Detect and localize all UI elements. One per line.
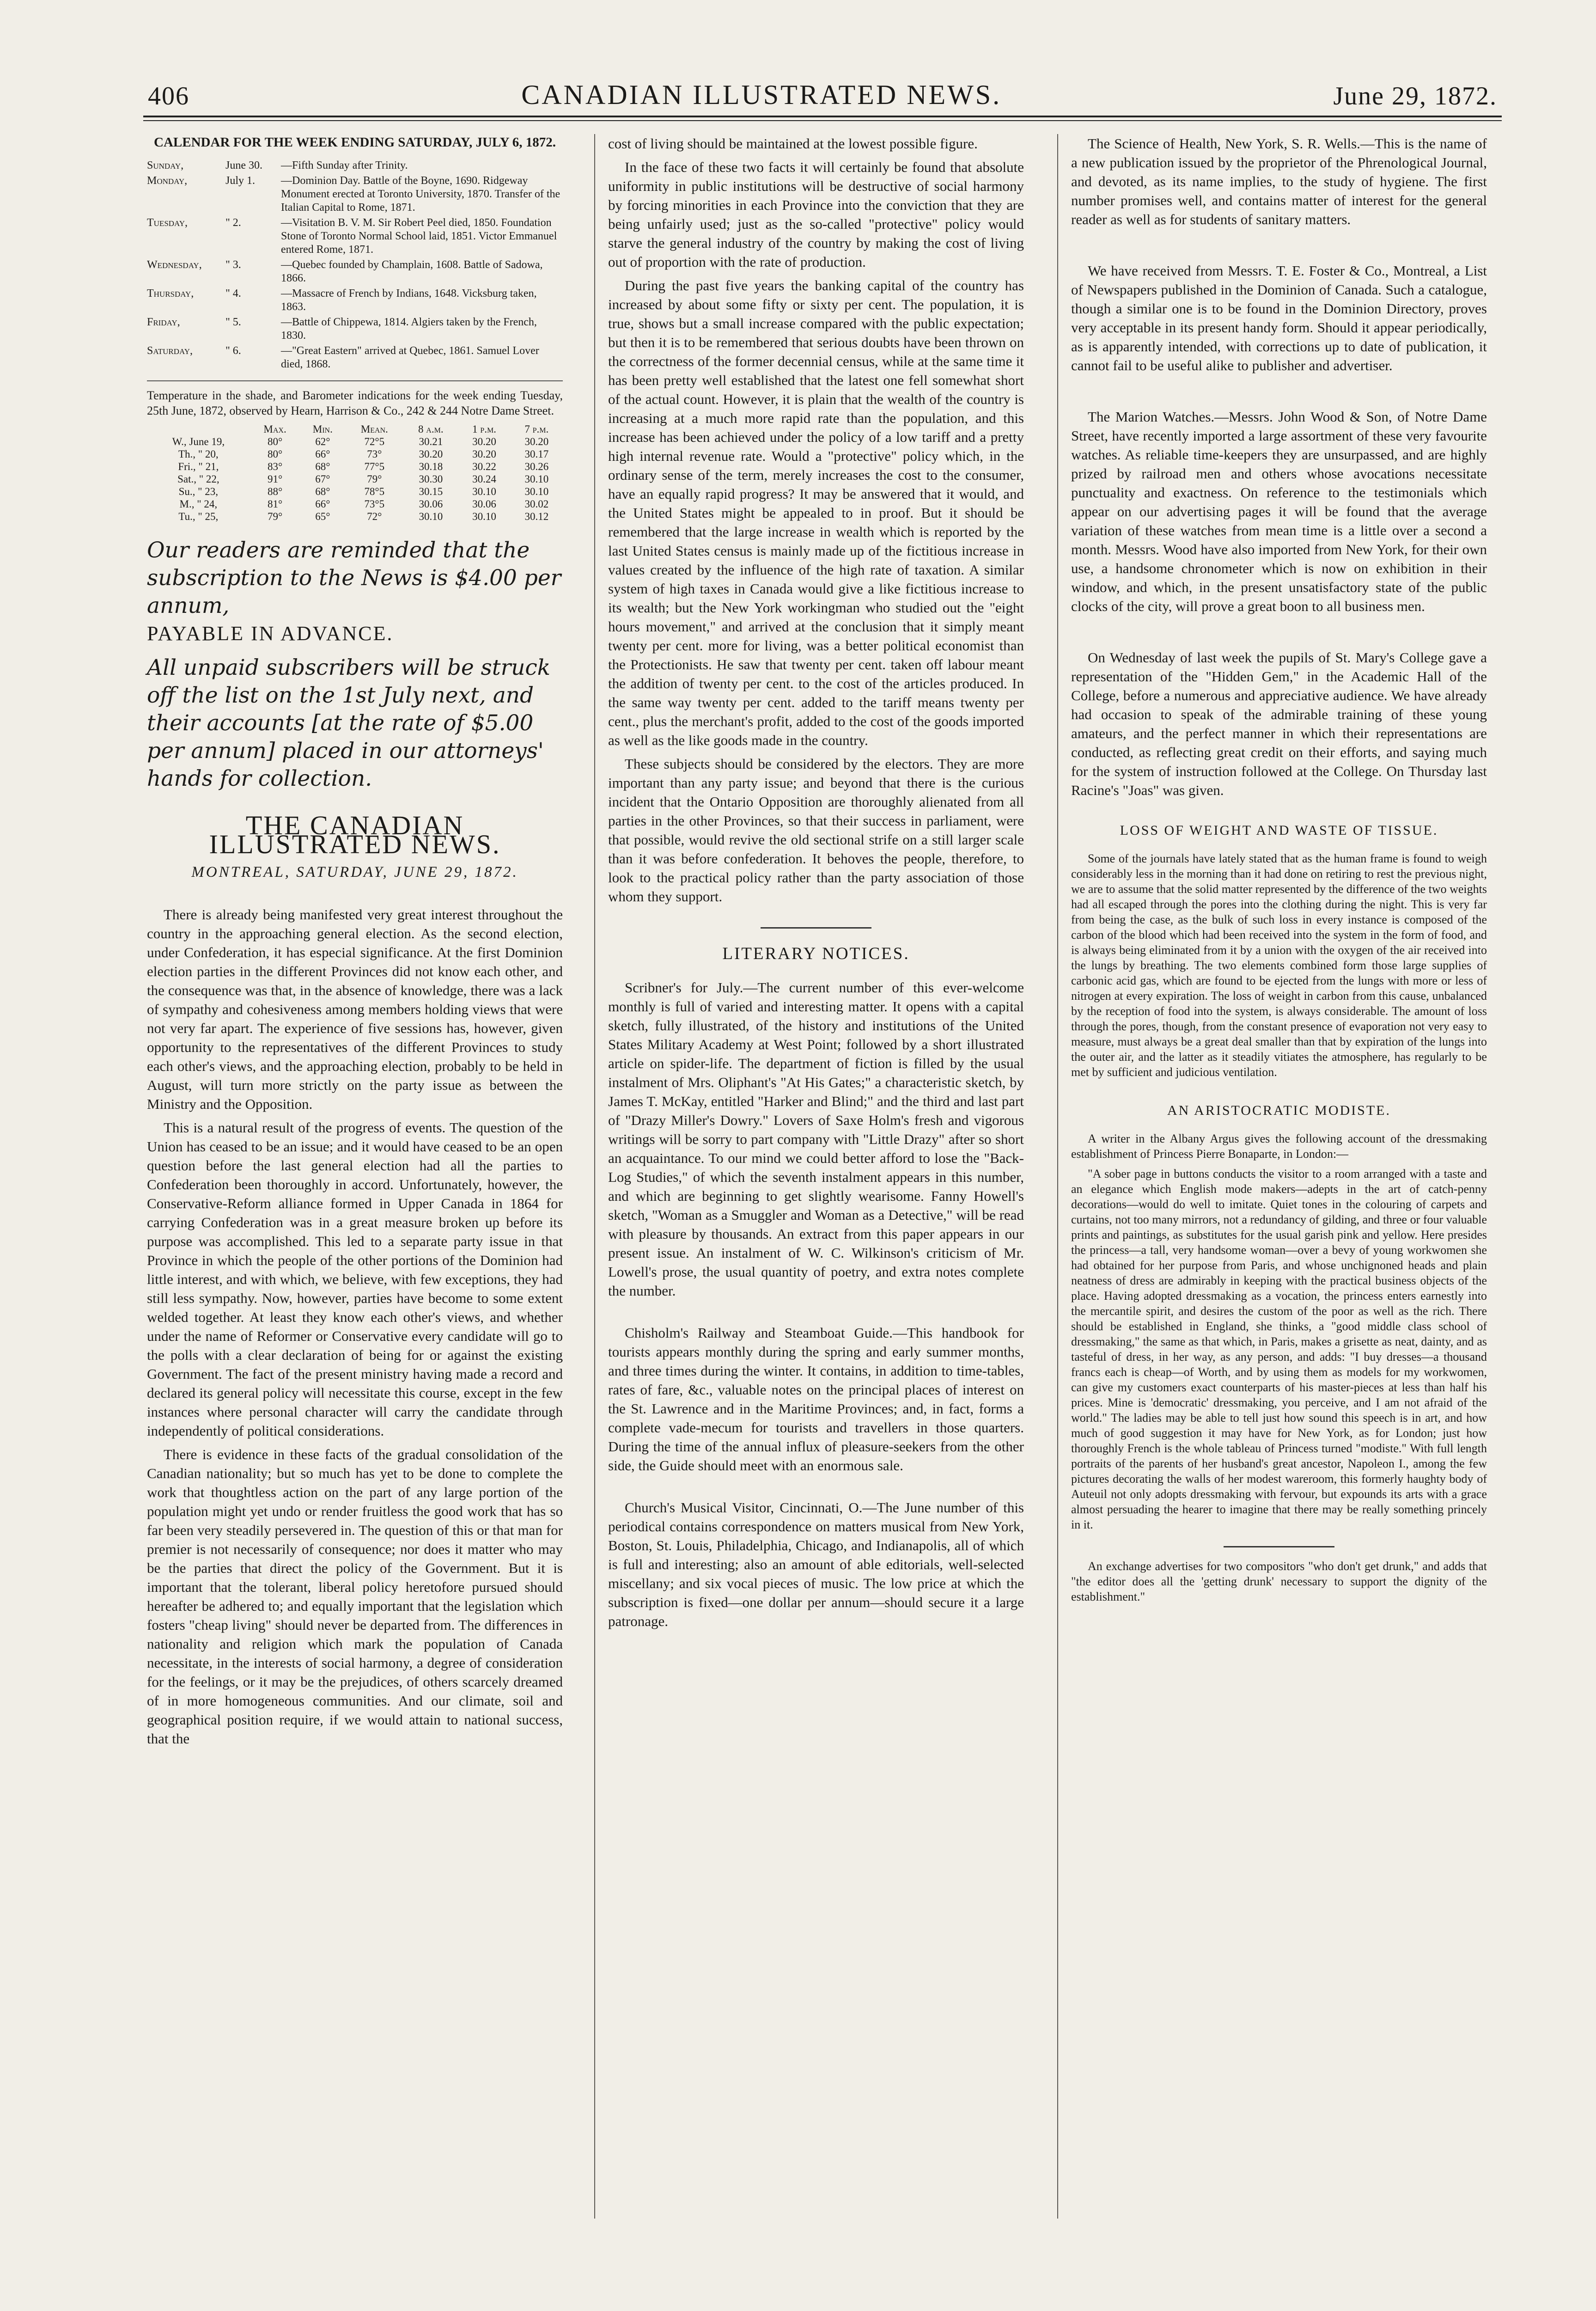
modiste-intro: A writer in the Albany Argus gives the following account of the dressmaking establishment of Princess Pierre Bonaparte, in London:— bbox=[1071, 1132, 1487, 1161]
table-row: Tu., " 25, 79° 65° 72° 30.10 30.10 30.12 bbox=[178, 511, 549, 522]
page-header bbox=[148, 69, 1497, 111]
literary-notice: Scribner's for July.—The current number of this ever-welcome monthly is full of varied and interesting matter. It opens with a capital sketch, fully illustrated, of the history and institutions of the United States Military Academy at West Point; followed by a short illustrated article on spider-life. The department of fiction is filled by the usual instalment of Mrs. Oliphant's "At His Gates;" a characteristic sketch, by James T. McKay, entitled "Harker and Blind;" and the third and last part of "Drazy Miller's Dowry." Lovers of Saxe Holm's fresh and vigorous writings will be sorry to part company with "Little Drazy" after so short an acquaintance. To our mind we could better afford to lose the "Back-Log Studies," of which the seventh instalment appears in this number, and which are beginning to get slightly wearisome. Fanny Howell's sketch, "Woman as a Smuggler and Woman as a Detective," will be read with pleasure by thousands. An extract from this paper appears in our present issue. An instalment of W. C. Wilkinson's criticism of Mr. Lowell's prose, the usual quantity of poetry, and extra notes complete the number. bbox=[608, 979, 1024, 1299]
section-rule bbox=[1224, 1546, 1334, 1547]
temperature-caption: Temperature in the shade, and Barometer indications for the week ending Tuesday, 25th June, 1872, observed by Hearn, Harrison & Co., 242 & 244 Notre Dame Street. bbox=[147, 389, 563, 417]
notice-payable: PAYABLE IN ADVANCE. bbox=[147, 622, 394, 645]
table-row: Th., " 20, 80° 66° 73° 30.20 30.20 30.17 bbox=[178, 448, 549, 460]
column-2 bbox=[608, 134, 1024, 1635]
page-number: 406 bbox=[148, 82, 189, 110]
calendar-row: Saturday, " 6. —"Great Eastern" arrived at Quebec, 1861. Samuel Lover died, 1868. bbox=[147, 345, 539, 370]
editorial-continued: cost of living should be maintained at the lowest possible figure. bbox=[608, 135, 978, 152]
literary-notices-heading: LITERARY NOTICES. bbox=[722, 944, 910, 963]
tissue-article: Some of the journals have lately stated that as the human frame is found to weigh considerably less in the morning than it had done on retiring to rest the previous night, we are to assume that the solid matter represented by the difference of the two weights had all escaped through the pores into the clothing during the night. This is very far from being the case, as the bulk of such loss in every instance is composed of the carbon of the blood which had been received into the system in the form of food, and is always being eliminated from it by a union with the oxygen of the air received into the lungs by breathing. The two elements combined form those large supplies of carbonic acid gas, which are found to be ejected from the lungs with more or less of nitrogen at every expiration. The loss of weight in carbon from this cause, unbalanced by the reception of food into the system, is always considerable. The amount of loss through the pores, though, from the constant presence of evaporation not very easy to measure, must always be a great deal smaller than that by expiration of the lungs into the outer air, and the latter as it steadily vitiates the atmosphere, has regularly to be met by sufficient and judicious ventilation. bbox=[1071, 852, 1487, 1079]
section-rule bbox=[761, 927, 871, 929]
newspaper-title: CANADIAN ILLUSTRATED NEWS. bbox=[521, 79, 1002, 110]
editorial-paragraph: There is evidence in these facts of the gradual consolidation of the Canadian nationality; but so much has yet to be done to complete the work that thoughtless action on the part of any large portion of the population might yet undo or render fruitless the good work that has so far been very steadily persevered in. The question of this or that man for premier is not necessarily of consequence; nor does it matter who may be the parties that direct the policy of the Government. But it is important that the tolerant, liberal policy heretofore pursued should hereafter be adhered to; and equally important that the legislation which fosters "cheap living" should never be departed from. The differences in nationality and religion which mark the population of Canada necessitate, in the interests of social harmony, a degree of consideration for the feelings, or it may be the prejudices, of others scarcely dreamed of in more homogeneous communities. And our climate, soil and geographical position require, if we would attain to national success, that the bbox=[147, 1446, 563, 1747]
issue-date: June 29, 1872. bbox=[1333, 82, 1497, 110]
editorial-paragraph: There is already being manifested very great interest throughout the country in the approaching general election. As the second election, under Confederation, it has especial significance. At the first Dominion election parties in the different Provinces did not know each other, and the consequence was that, in the absence of knowledge, there was a lack of sympathy and cohesiveness among members holding views that were not very far apart. The experience of five sessions has, however, given opportunity to the representatives of the different Provinces to study each other's views, and the approaching election, probably to be held in August, will turn more strictly on the party issue as between the Ministry and the Opposition. bbox=[147, 906, 563, 1112]
news-item: On Wednesday of last week the pupils of St. Mary's College gave a representation of the "Hidden Gem," in the Academic Hall of the College, before a numerous and appreciative audience. We have already had occasion to speak of the admirable training of these young amateurs, and the perfect manner in which their representations are conducted, as reflecting great credit on their efforts, and saying much for the system of instruction followed at the College. On Thursday last Racine's "Joas" was given. bbox=[1071, 649, 1487, 798]
table-row: Sat., " 22, 91° 67° 79° 30.30 30.24 30.10 bbox=[177, 473, 549, 485]
news-item: The Marion Watches.—Messrs. John Wood & Son, of Notre Dame Street, have recently imported a large assortment of these very favourite watches. As reliable time-keepers they are unsurpassed, and are highly prized by railroad men and others whose avocations necessitate punctuality and exactness. On reference to the testimonials which appear on our advertising pages it will be found that the average variation of these watches from mean time is a little over a second a month. Messrs. Wood have also imported from New York, for their own use, a handsome chronometer which is now on exhibition in their window, and which, in the present unsatisfactory state of the public clocks of the city, will prove a great boon to all business men. bbox=[1071, 409, 1487, 614]
column-1 bbox=[147, 134, 563, 1753]
modiste-article: "A sober page in buttons conducts the visitor to a room arranged with a taste and an elegance which English mode makers—adepts in the art of catch-penny decorations—would do well to imitate. Quiet tones in the colouring of carpets and curtains, not too many mirrors, not a redundancy of gilding, and three or four valuable prints and paintings, as substitutes for the usual garish pink and yellow. Here presides the princess—a tall, very handsome woman—over a bevy of young workwomen she had obtained for her purpose from Paris, and whose unchignoned heads and plain neatness of dress are admirably in keeping with the practical business objects of the place. Having adopted dressmaking as a vocation, the princess enters earnestly into the mercantile spirit, and desires the custom of the poor as well as the rich. There should be established in England, she thinks, a "good middle class school of dressmaking," the same as that which, in Paris, makes a grisette as neat, dainty, and as tasteful of dress, in her way, as any person, and adds: "I buy dresses—a thousand francs each is cheap—of Worth, and by using them as models for my workwomen, can give my customers exact counterparts of his master-pieces at less than half his prices. Mine is 'democratic' dressmaking, you perceive, and I am not afraid of the world." The ladies may be able to tell just how sound this speech is in art, and how much of good suggestion it may have for New York, as for London; just how thoroughly French is the whole tableau of Princess turned "modiste." With full length portraits of the parents of her husband's great ancestor, Napoleon I., among the few pictures decorating the walls of her modest wareroom, this formerly haughty body of Auteuil not only adopts dressmaking with fervour, but expounds its arts with a grace almost persuading the hearer to imagine that there may be really something princely in it. bbox=[1071, 1167, 1487, 1531]
subscription-notice bbox=[147, 537, 563, 793]
modiste-heading: AN ARISTOCRATIC MODISTE. bbox=[1167, 1103, 1391, 1118]
calendar-row: Sunday, June 30. —Fifth Sunday after Trinity. bbox=[147, 159, 408, 171]
tissue-heading: LOSS OF WEIGHT AND WASTE OF TISSUE. bbox=[1120, 823, 1438, 838]
table-row: W., June 19, 80° 62° 72°5 30.21 30.20 30.20 bbox=[172, 436, 549, 447]
notice-line: Our readers are reminded that the subscription to the News is $4.00 per annum, bbox=[147, 538, 561, 618]
header-rule bbox=[143, 116, 1502, 117]
table-row: Fri., " 21, 83° 68° 77°5 30.18 30.22 30.26 bbox=[178, 461, 549, 472]
calendar-list bbox=[147, 159, 563, 371]
literary-notice: Church's Musical Visitor, Cincinnati, O.—The June number of this periodical contains correspondence on matters musical from New York, Boston, St. Louis, Philadelphia, Chicago, and Indianapolis, all of which is full and interesting; also an amount of able editorials, well-selected miscellany; and six vocal pieces of music. The low price at which the subscription is fixed—one dollar per annum—should secure it a large patronage. bbox=[608, 1499, 1024, 1629]
literary-notice: Chisholm's Railway and Steamboat Guide.—This handbook for tourists appears monthly during the spring and early summer months, and three times during the winter. It contains, in addition to time-tables, rates of fare, &c., valuable notes on the principal places of interest on the St. Lawrence and in the Maritime Provinces; and, in fact, forms a complete vade-mecum for tourists and travellers in those quarters. During the time of the annual influx of pleasure-seekers from the other side, the Guide should meet with an enormous sale. bbox=[608, 1325, 1024, 1473]
column-divider-1 bbox=[594, 134, 595, 2219]
masthead-dateline: MONTREAL, SATURDAY, JUNE 29, 1872. bbox=[191, 864, 518, 880]
editorial-paragraph: In the face of these two facts it will certainly be found that absolute uniformity in public institutions will be destructive of social harmony by forcing minorities in each Province into the conviction that they are being unfairly used; just as the so-called "protective" policy would starve the general industry of the country by making the cost of living out of proportion with the rate of production. bbox=[608, 159, 1024, 270]
temperature-table: Max. Min. Mean. 8 a.m. 1 p.m. 7 p.m. W., June 19, 80° 62° 72°5 30.21 30.20 30.20 Th., " 20, 80° 66° 73° 30.20 30.20 30.17 Fri., " 21, 83° 68° 77°5 30.18 30.22 30.26 Sat., " 22, 91° 67° 79° 30.30 30.24 30.10 Su., " 23, 88° 68° 78°5 30.15 30.10 30.10 M., " 24, 81° 66° 73°5 30.06 30.06 30.02 Tu., " 25, 79° 65° 72° 30.10 30.10 30.12 bbox=[147, 423, 563, 523]
calendar-rule bbox=[147, 380, 563, 381]
table-row: M., " 24, 81° 66° 73°5 30.06 30.06 30.02 bbox=[179, 498, 549, 510]
calendar-row: Monday, July 1. —Dominion Day. Battle of the Boyne, 1690. Ridgeway Monument erected at Toronto University, 1870. Transfer of the Italian Capital to Rome, 1871. bbox=[147, 175, 560, 214]
calendar-row: Thursday, " 4. —Massacre of French by Indians, 1648. Vicksburg taken, 1863. bbox=[147, 287, 537, 313]
news-item: The Science of Health, New York, S. R. Wells.—This is the name of a new publication issued by the proprietor of the Phrenological Journal, and devoted, as its name implies, to the study of hygiene. The first number promises well, and contains matter of interest for the general reader as well as for students of sanitary matters. bbox=[1071, 135, 1487, 227]
column-divider-2 bbox=[1057, 134, 1058, 2219]
news-item: We have received from Messrs. T. E. Foster & Co., Montreal, a List of Newspapers published in the Dominion of Canada. Such a catalogue, though a similar one is to be found in the Dominion Directory, proves very acceptable in its present handy form. Should it appear periodically, as is apparently intended, with corrections up to date of publication, it cannot fail to be useful alike to publisher and advertiser. bbox=[1071, 263, 1487, 373]
calendar-row: Tuesday, " 2. —Visitation B. V. M. Sir Robert Peel died, 1850. Foundation Stone of Toronto Normal School laid, 1851. Victor Emmanuel entered Rome, 1871. bbox=[147, 217, 557, 256]
calendar-row: Friday, " 5. —Battle of Chippewa, 1814. Algiers taken by the French, 1830. bbox=[147, 316, 537, 342]
header-rule-thin bbox=[143, 120, 1502, 121]
closing-item: An exchange advertises for two compositors "who don't get drunk," and adds that "the editor does all the 'getting drunk' necessary to support the dignity of the establishment." bbox=[1071, 1559, 1487, 1603]
calendar-title: CALENDAR FOR THE WEEK ENDING SATURDAY, JULY 6, 1872. bbox=[154, 135, 556, 150]
column-3 bbox=[1071, 134, 1487, 1609]
editorial-paragraph: This is a natural result of the progress of events. The question of the Union has ceased to be an issue; and it would have ceased to be an open question before the last general election had all the parties to Confederation been thoroughly in accord. Unfortunately, however, the Conservative-Reform alliance formed in Upper Canada in 1864 for carrying Confederation was in a great measure broken up before its purpose was accomplished. This led to a separate party issue in that Province in which the people of the other portions of the Dominion had little interest, and with which, we believe, with few exceptions, they had still less sympathy. Now, however, parties have become to some extent welded together. At least they know each other's views, and whether under the name of Reformer or Conservative every candidate will go to the polls with a clear declaration of being for or against the existing Government. The fact of the present ministry having made a record and declared its general policy will necessitate this course, except in the few instances where personal character will carry the candidate through independently of political considerations. bbox=[147, 1119, 563, 1439]
table-row: Su., " 23, 88° 68° 78°5 30.15 30.10 30.10 bbox=[178, 486, 549, 497]
notice-line: All unpaid subscribers will be struck off the list on the 1st July next, and their accounts [at the rate of $5.00 per annum] placed in our attorneys' hands for collection. bbox=[147, 655, 551, 791]
editorial bbox=[147, 905, 563, 1748]
masthead-title: THE CANADIAN ILLUSTRATED NEWS. bbox=[209, 810, 501, 859]
editorial-paragraph: These subjects should be considered by the electors. They are more important than any party issue; and beyond that there is the curious incident that the Ontario Opposition are thoroughly alienated from all parties in the other Provinces, so that their success in parliament, were that possible, would revive the old sectional strife on a still larger scale than it was before confederation. It behoves the people, therefore, to look to the practical policy rather than the party association of those whom they support. bbox=[608, 756, 1024, 905]
calendar-row: Wednesday, " 3. —Quebec founded by Champlain, 1608. Battle of Sadowa, 1866. bbox=[147, 259, 543, 284]
editorial-paragraph: During the past five years the banking capital of the country has increased by about some fifty or sixty per cent. The population, it is true, shows but a small increase compared with the public expectation; but then it is to be remembered that serious doubts have been thrown on the correctness of the former decennial census, while at the same time it has been pretty well established that the latest one fell somewhat short of the actual count. However, it is plain that the wealth of the country is increasing at a much more rapid rate than the population, and this increase has been achieved under the policy of a low tariff and a pretty high internal revenue rate. Would a "protective" policy which, in the ordinary sense of the term, merely increases the cost to the consumer, have an equally rapid progress? It may be answered that it would, and the United States might be appealed to in proof. But it should be remembered that the large increase in wealth which is reported by the last United States census is mainly made up of the fictitious increase in values created by the influence of the high rate of taxation. A similar system of high taxes in Canada would give a like fictitious increase to its wealth; but the New York workingman who studied out the "eight hours movement," and arrived at the conclusion that it simply meant twenty per cent. more for living, was a better political economist than the Protectionists. He saw that twenty per cent. taken off labour meant the addition of twenty per cent. to the cost of the articles produced. In the same way twenty per cent. added to the tariff means twenty per cent., plus the merchant's profit, added to the cost of the goods imported as well as the like goods made in the country. bbox=[608, 277, 1024, 748]
